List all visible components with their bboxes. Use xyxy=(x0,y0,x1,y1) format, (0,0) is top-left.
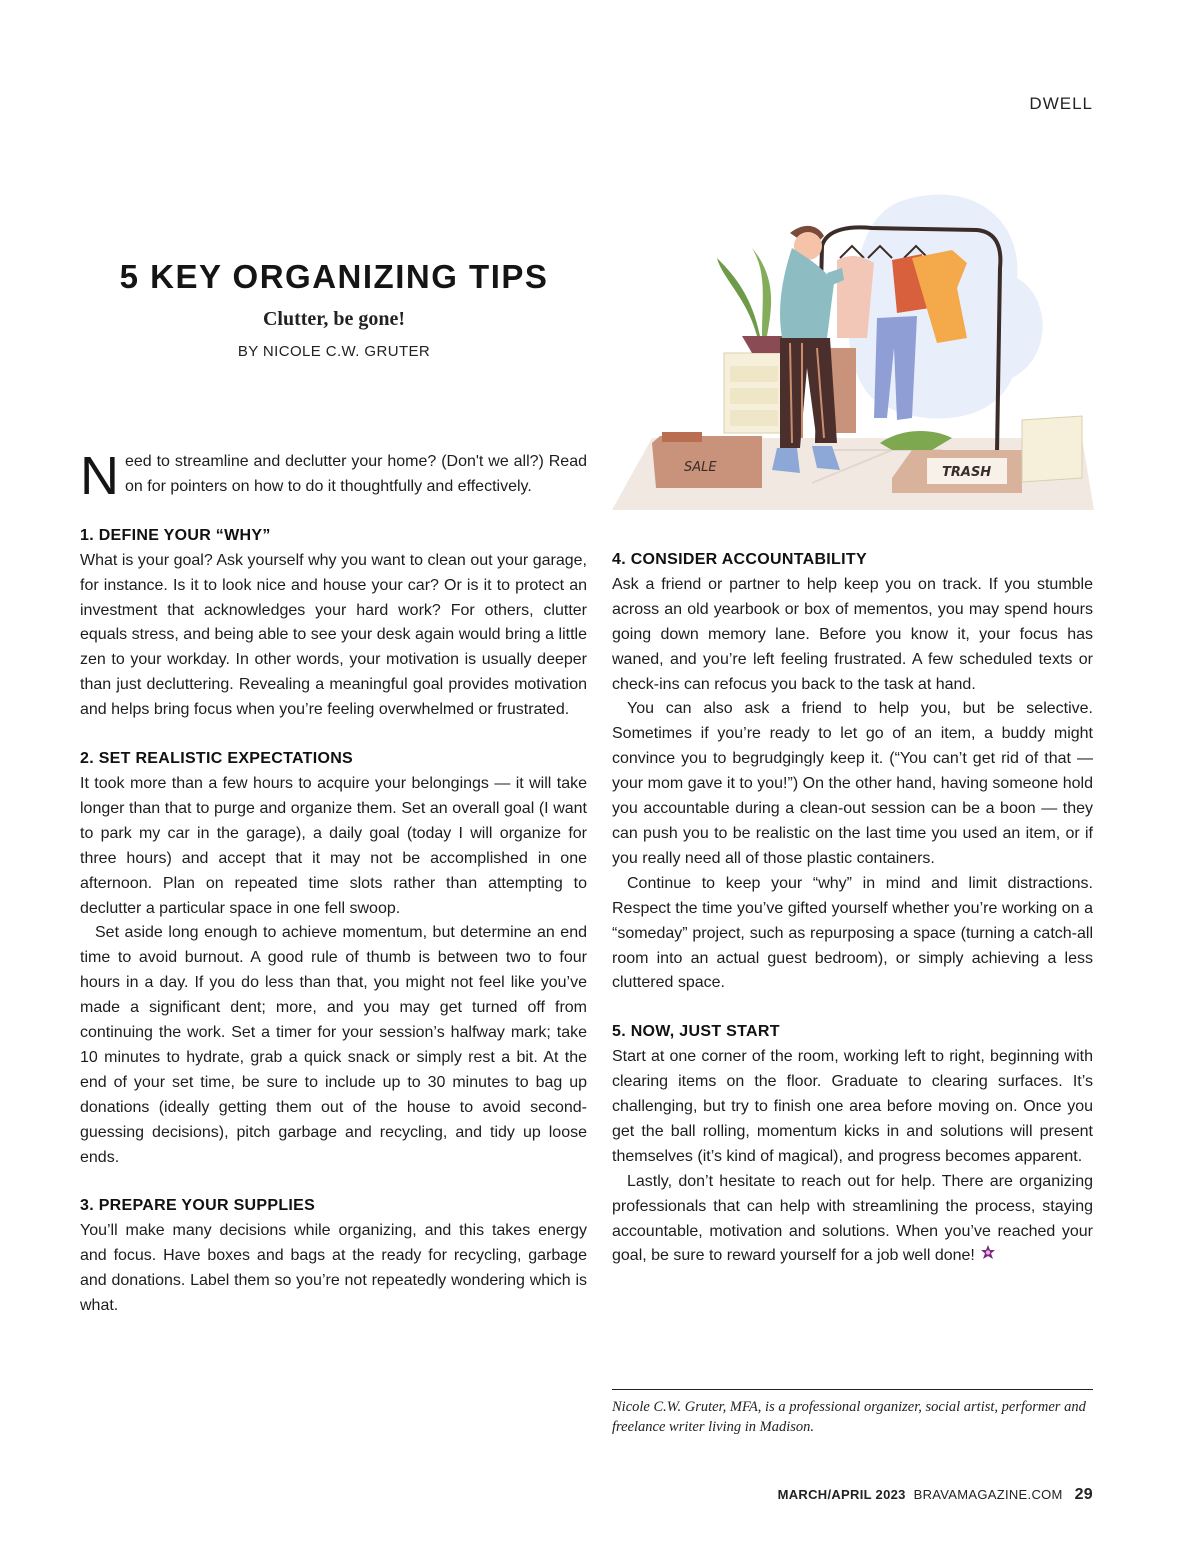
footer-issue: MARCH/APRIL 2023 xyxy=(777,1487,906,1502)
section-set-expectations xyxy=(80,747,587,1170)
section-paragraph: Ask a friend or partner to help keep you on track. If you stumble across an old yearbook or box of mementos, you may spend hours going down memory lane. Before you know it, your focus has waned, and you’re left feeling frustrated. A few scheduled texts or check-ins can refocus you back to the task at hand. xyxy=(612,575,1093,693)
intro-text: eed to streamline and declutter your home? (Don't we all?) Read on for pointers on how to do it thoughtfully and effectively. xyxy=(125,453,587,495)
closing-text: Lastly, don’t hesitate to reach out for help. There are organizing professionals that can help with streamlining the process, staying accountable, motivation and solutions. When you’ve reached your goal, be sure to reward yourself for a job well done! xyxy=(612,1172,1093,1265)
right-column xyxy=(612,548,1093,1293)
title-block xyxy=(80,258,588,360)
section-paragraph: Set aside long enough to achieve momentum, but determine an end time to avoid burnout. A good rule of thumb is between two to four hours in a day. If you do less than that, you might not feel like you’ve made a significant dent; more, and you may get turned off from continuing the work. Set a timer for your session’s halfway mark; take 10 minutes to hydrate, grab a quick snack or simply rest a bit. At the end of your set time, be sure to include up to 30 minutes to bag up donations (ideally getting them out of the house to avoid second-guessing decisions), pitch garbage and recycling, and tidy up loose ends. xyxy=(80,924,587,1166)
section-paragraph: What is your goal? Ask yourself why you want to clean out your garage, for instance. Is it to look nice and house your car? Or is it to protect an investment that acknowledges your hard work? For others, clutter equals stress, and being able to see your desk again would bring a little zen to your workday. In other words, your motivation is usually deeper than just decluttering. Revealing a meaningful goal provides motivation and helps bring focus when you’re feeling overwhelmed or frustrated. xyxy=(80,551,587,719)
section-paragraph: You’ll make many decisions while organizing, and this takes energy and focus. Have boxes and bags at the ready for recycling, garbage and donations. Label them so you’re not repeatedly wondering which is what. xyxy=(80,1222,587,1315)
section-paragraph: Start at one corner of the room, working left to right, beginning with clearing items on the floor. Graduate to clearing surfaces. It’s challenging, but try to finish one area before moving on. Once you get the ball rolling, momentum kicks in and solutions will present themselves (it’s kind of magical), and progress becomes apparent. xyxy=(612,1048,1093,1165)
end-of-article-flower-icon xyxy=(979,1244,997,1262)
section-heading: 2. SET REALISTIC EXPECTATIONS xyxy=(80,750,354,768)
sale-box-label: SALE xyxy=(684,460,717,475)
section-heading: 3. PREPARE YOUR SUPPLIES xyxy=(80,1197,316,1215)
bio-divider xyxy=(612,1389,1093,1390)
section-accountability xyxy=(612,548,1093,996)
section-heading: 4. CONSIDER ACCOUNTABILITY xyxy=(612,551,867,568)
section-paragraph xyxy=(612,1170,1093,1270)
section-define-why xyxy=(80,524,587,723)
section-heading: 1. DEFINE YOUR “WHY” xyxy=(80,526,271,544)
trash-box-label: TRASH xyxy=(942,465,992,480)
article-title: 5 KEY ORGANIZING TIPS xyxy=(119,258,549,295)
section-tag: DWELL xyxy=(1029,94,1093,113)
section-paragraph: You can also ask a friend to help you, but be selective. Sometimes if you’re ready to let go of an item, a buddy might convince you to begrudgingly keep it. (“You can’t get rid of that — your mom gave it to you!”) On the other hand, having someone hold you accountable during a clean-out session can be a boon — they can push you to be realistic on the last time you used an item, or if you really need all of those plastic containers. xyxy=(612,700,1093,867)
author-bio: Nicole C.W. Gruter, MFA, is a professional organizer, social artist, performer and freelance writer living in Madison. xyxy=(612,1399,1086,1435)
section-heading: 5. NOW, JUST START xyxy=(612,1023,780,1041)
decluttering-illustration xyxy=(612,188,1094,514)
section-paragraph: Continue to keep your “why” in mind and limit distractions. Respect the time you’ve gifted yourself whether you’re working on a “someday” project, such as repurposing a space (turning a catch-all room into an actual guest bedroom), or simply achieving a less cluttered space. xyxy=(612,874,1093,992)
page-footer xyxy=(778,1486,1093,1504)
footer-site: BRAVAMAGAZINE.COM xyxy=(913,1487,1063,1502)
left-column xyxy=(80,446,587,1343)
section-prepare-supplies xyxy=(80,1194,587,1319)
section-paragraph: It took more than a few hours to acquire your belongings — it will take longer than that to purge and organize them. Set an overall goal (I want to park my car in the garage), a daily goal (today I will organize for three hours) and accept that it may not be accomplished in one afternoon. Plan on repeated time slots rather than attempting to declutter a particular space in one fell swoop. xyxy=(80,774,587,917)
article-subtitle: Clutter, be gone! xyxy=(262,308,406,330)
intro-paragraph xyxy=(80,446,587,506)
article-byline: BY NICOLE C.W. GRUTER xyxy=(237,343,431,360)
section-just-start xyxy=(612,1020,1093,1269)
page-number: 29 xyxy=(1074,1486,1093,1503)
drop-cap: N xyxy=(80,446,119,506)
